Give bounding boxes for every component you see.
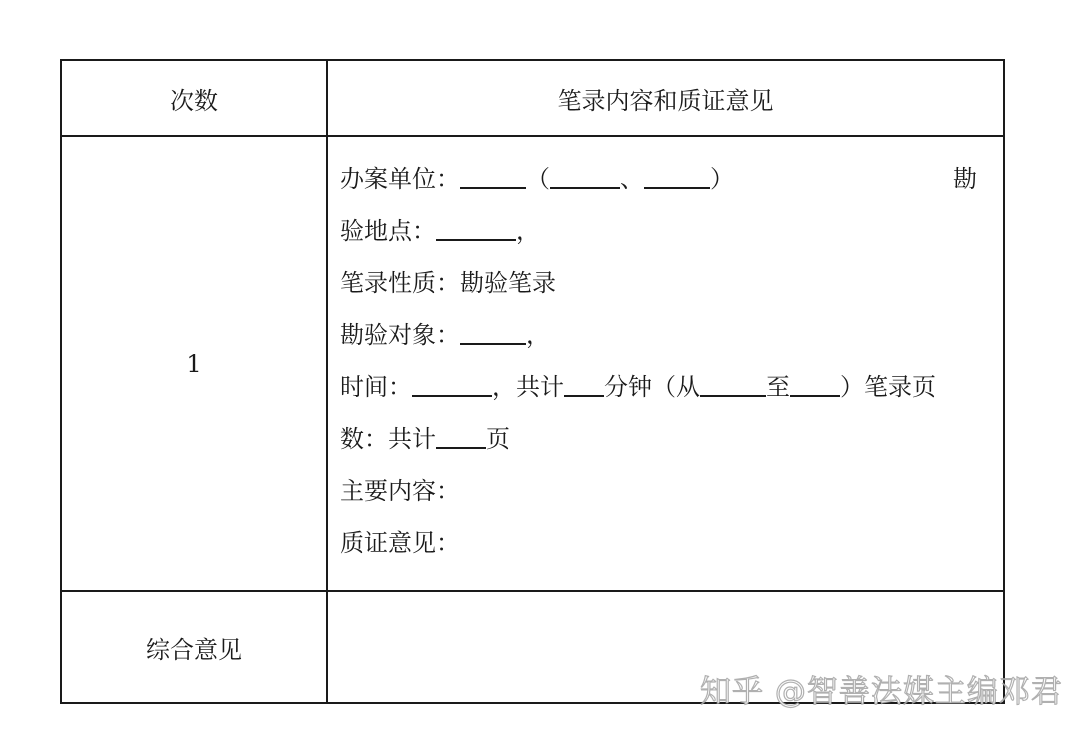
label-time: 时间： (340, 373, 412, 401)
header-content: 笔录内容和质证意见 (327, 60, 1004, 136)
text-separator: 、 (620, 165, 644, 193)
blank-person-1 (550, 157, 620, 189)
record-form-table (60, 59, 1005, 704)
blank-time (412, 365, 492, 397)
line-record-nature (340, 257, 977, 309)
entry-row (61, 136, 1004, 591)
line-handling-unit (340, 153, 977, 205)
blank-handling-unit (460, 157, 526, 189)
text-close-paren: ） (710, 165, 734, 193)
text-record-pages: ）笔录页 (840, 373, 936, 401)
text-page: 页 (486, 425, 510, 453)
entry-count: 1 (61, 136, 327, 591)
text-kan: 勘 (953, 165, 977, 193)
label-page-count: 数：共计 (340, 425, 436, 453)
blank-to (790, 365, 840, 397)
label-record-nature: 笔录性质：勘验笔录 (340, 269, 556, 297)
blank-person-2 (644, 157, 710, 189)
header-row (61, 60, 1004, 136)
blank-minutes (564, 365, 604, 397)
text-comma-1: ， (516, 217, 540, 245)
blank-pages (436, 417, 486, 449)
watermark: 知乎 @智善法媒主编邓君 (700, 674, 1063, 710)
blank-location (436, 209, 516, 241)
header-count: 次数 (61, 60, 327, 136)
text-to: 至 (766, 373, 790, 401)
label-object: 勘验对象： (340, 321, 460, 349)
blank-object (460, 313, 526, 345)
line-cross-exam (340, 517, 977, 569)
line-time (340, 361, 977, 413)
text-total: ，共计 (492, 373, 564, 401)
text-open-paren: （ (526, 165, 550, 193)
text-comma-2: ， (526, 321, 550, 349)
label-cross-exam: 质证意见： (340, 529, 460, 557)
label-handling-unit: 办案单位： (340, 165, 460, 193)
entry-content (327, 136, 1004, 591)
line-main-content (340, 465, 977, 517)
label-main-content: 主要内容： (340, 477, 460, 505)
text-minutes-from: 分钟（从 (604, 373, 700, 401)
line-object (340, 309, 977, 361)
line-location (340, 205, 977, 257)
summary-label: 综合意见 (61, 591, 327, 703)
line-page-count (340, 413, 977, 465)
label-location: 验地点： (340, 217, 436, 245)
blank-from (700, 365, 766, 397)
